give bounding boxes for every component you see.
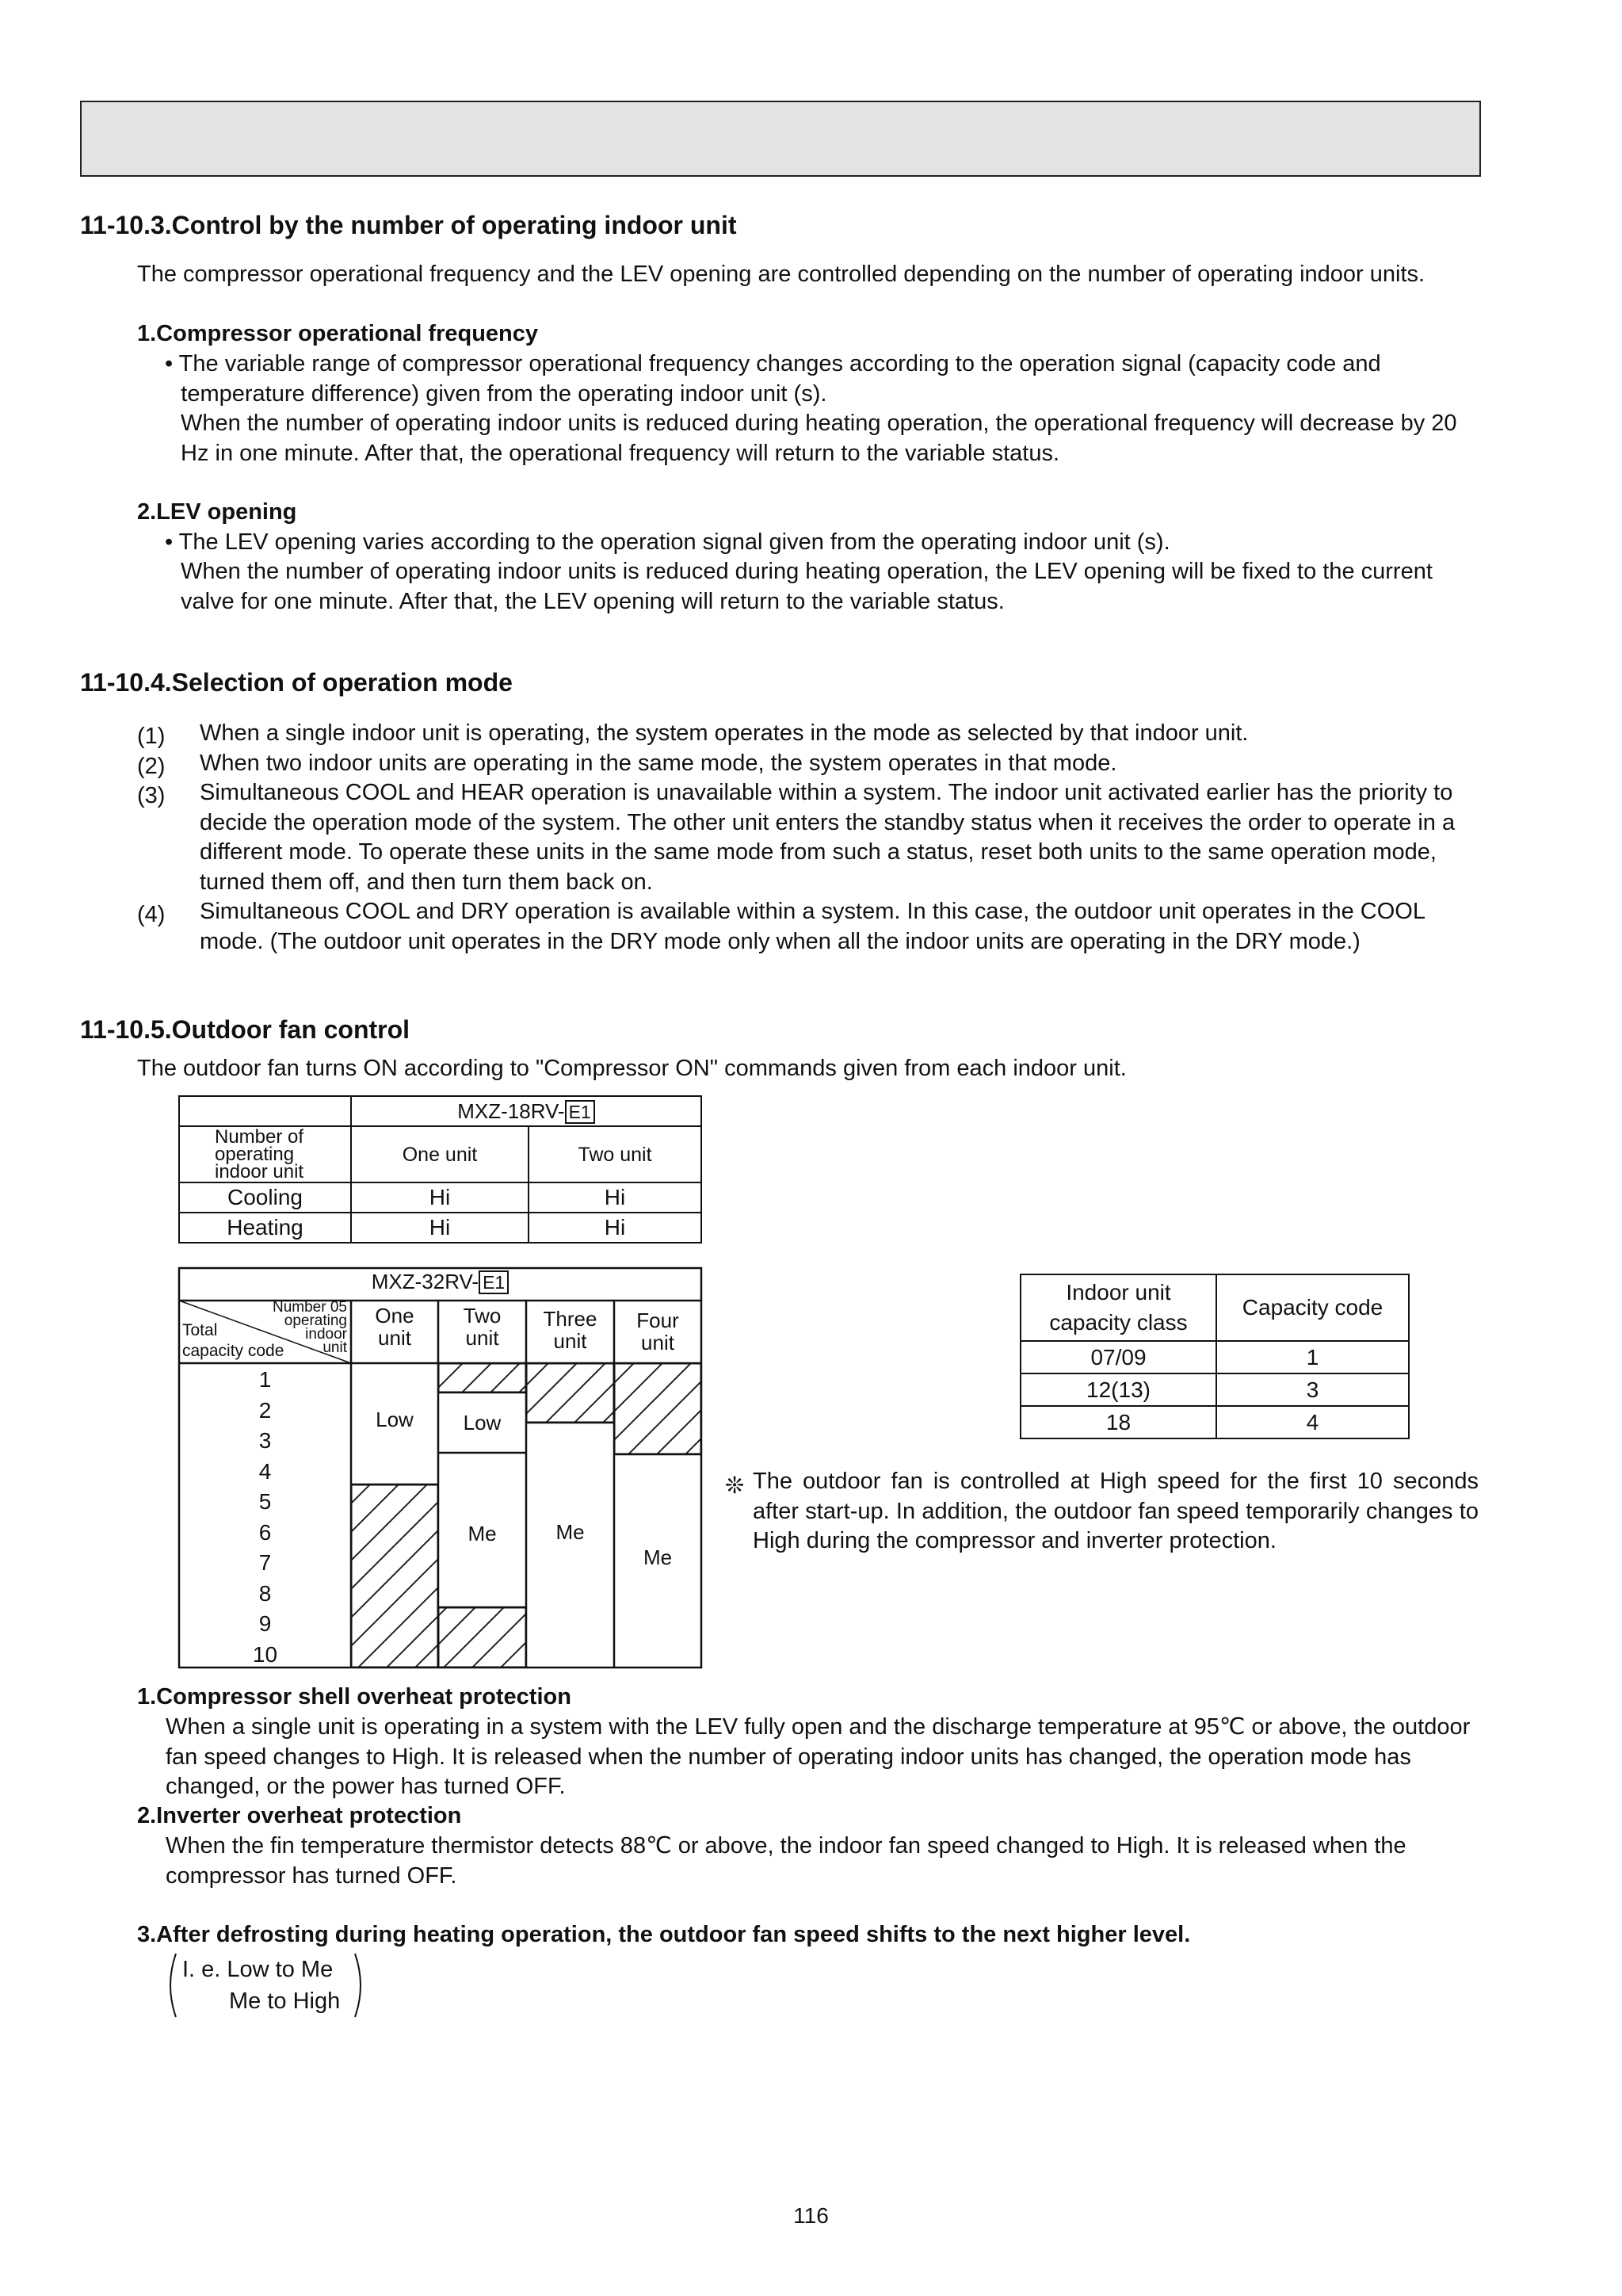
diag-header-left: Total — [182, 1321, 218, 1339]
p1-title: 1.Compressor shell overheat protection — [137, 1684, 571, 1710]
cell-low: Low — [463, 1411, 502, 1435]
diag-text: Number 05 — [273, 1299, 347, 1316]
col-header-capacity-class: Indoor unit capacity class — [1021, 1274, 1216, 1341]
section-heading-11-10-4: 11-10.4.Selection of operation mode — [80, 668, 513, 697]
cell-me: Me — [555, 1520, 585, 1544]
s1-sub2-title: 2.LEV opening — [137, 499, 297, 525]
p2-title: 2.Inverter overheat protection — [137, 1803, 462, 1828]
p2-text: When the fin temperature thermistor detects 88℃ or above, the indoor fan speed changed to High. It is released when the compressor has turned OFF. — [166, 1833, 1406, 1889]
list-item: Simultaneous COOL and DRY operation is available within a system. In this case, the outdoor unit operates in the COOL mode. (The outdoor unit operates in the DRY mode only when all the indoor units are operating in the DRY mode.) — [200, 899, 1425, 954]
model-suffix-box: E1 — [565, 1100, 595, 1124]
p1-text: When a single unit is operating in a system with the LEV fully open and the discharge temperature at 95℃ or above, the outdoor fan speed changes to High. It is released when the number of operating indoor units has changed, the operation mode has changed, or the power has turned OFF. — [166, 1714, 1471, 1799]
diag-text: unit — [322, 1339, 347, 1356]
table2-model-cell — [179, 1270, 701, 1294]
col-header-capacity-code: Capacity code — [1216, 1274, 1409, 1341]
capacity-code-cell: 1 — [258, 1367, 272, 1392]
row-header-cell: Number of operating indoor unit — [179, 1126, 351, 1182]
cell-low: Low — [376, 1408, 414, 1431]
capacity-code-table — [1020, 1274, 1410, 1439]
diag-text: operating — [284, 1312, 347, 1329]
fan-note: The outdoor fan is controlled at High speed for the first 10 seconds after start-up. In addition, the outdoor fan speed temporarily changes to High during the compressor and inverter protection. — [753, 1469, 1479, 1553]
table-cell: Hi — [529, 1182, 701, 1213]
col-header-cell: Two unit — [529, 1126, 701, 1182]
table-cell: Hi — [351, 1213, 529, 1243]
page-number: 116 — [793, 2203, 829, 2228]
col-header-four: Four unit — [636, 1308, 679, 1354]
list-item-number: (4) — [137, 902, 166, 927]
list-item-number: (3) — [137, 783, 166, 808]
list-item: Simultaneous COOL and HEAR operation is unavailable within a system. The indoor unit activated earlier has the priority to decide the operation mode of the system. The other unit enters the standby status when it receives the order to operate in a different mode. To operate these units in the same mode from such a status, reset both units to the same operation mode, turned them off, and then turn them back on. — [200, 780, 1456, 895]
model-name: MXZ-18RV- — [457, 1098, 565, 1123]
col-header-two: Two unit — [463, 1304, 502, 1350]
table-cell: 1 — [1216, 1341, 1409, 1373]
s1-intro: The compressor operational frequency and the LEV opening are controlled depending on the number of operating indoor units. — [137, 262, 1425, 287]
list-item-number: (2) — [137, 754, 166, 779]
table-cell: Hi — [351, 1182, 529, 1213]
diag-header-left: capacity code — [182, 1342, 284, 1360]
section-heading-11-10-5: 11-10.5.Outdoor fan control — [80, 1015, 410, 1044]
capacity-code-cell: 2 — [258, 1397, 272, 1423]
cell-me: Me — [468, 1522, 497, 1545]
table-cell: Heating — [179, 1213, 351, 1243]
s1-sub1-title: 1.Compressor operational frequency — [137, 321, 539, 346]
model-suffix-box: E1 — [479, 1270, 509, 1294]
s1-sub1-p2: When the number of operating indoor units is reduced during heating operation, the operational frequency will decrease by 20 Hz in one minute. After that, the operational frequency will return to the variable status. — [181, 411, 1457, 466]
capacity-code-cell: 8 — [258, 1580, 272, 1606]
model-name: MXZ-32RV- — [371, 1270, 479, 1293]
p3-title: 3.After defrosting during heating operation, the outdoor fan speed shifts to the next higher level. — [137, 1922, 1191, 1947]
capacity-code-cell: 7 — [258, 1550, 272, 1575]
section-heading-11-10-3: 11-10.3.Control by the number of operating indoor unit — [80, 211, 737, 239]
col-header-three: Three unit — [543, 1307, 597, 1353]
note-mark-icon: ❊ — [725, 1473, 745, 1499]
s1-sub2-p1: • The LEV opening varies according to the operation signal given from the operating indoor unit (s). — [165, 529, 1170, 555]
list-item: When two indoor units are operating in the same mode, the system operates in that mode. — [200, 751, 1117, 776]
table-cell: 12(13) — [1021, 1373, 1216, 1406]
capacity-code-cell: 5 — [258, 1489, 272, 1514]
s3-intro: The outdoor fan turns ON according to "Compressor ON" commands given from each indoor unit. — [137, 1056, 1127, 1081]
table-cell: Cooling — [179, 1182, 351, 1213]
col-header-one: One unit — [375, 1304, 414, 1350]
table-cell: 18 — [1021, 1406, 1216, 1438]
diag-text: indoor — [305, 1326, 347, 1343]
table-cell: 3 — [1216, 1373, 1409, 1406]
table-cell: 4 — [1216, 1406, 1409, 1438]
capacity-code-cell: 6 — [258, 1519, 272, 1545]
col-header-cell: One unit — [351, 1126, 529, 1182]
capacity-code-column — [179, 1365, 351, 1670]
table-cell: 07/09 — [1021, 1341, 1216, 1373]
capacity-code-cell: 4 — [258, 1458, 272, 1484]
capacity-code-cell: 3 — [258, 1428, 272, 1453]
list-item: When a single indoor unit is operating, the system operates in the mode as selected by that indoor unit. — [200, 720, 1249, 746]
p3-line1: I. e. Low to Me — [182, 1957, 334, 1982]
p3-line2: Me to High — [229, 1988, 341, 2014]
table-cell: Hi — [529, 1213, 701, 1243]
s1-sub2-p2: When the number of operating indoor units is reduced during heating operation, the LEV opening will be fixed to the current valve for one minute. After that, the LEV opening will return to the variable status. — [181, 559, 1433, 614]
capacity-code-cell: 10 — [252, 1641, 278, 1667]
capacity-code-cell: 9 — [258, 1611, 272, 1636]
cell-me: Me — [643, 1545, 673, 1569]
s1-sub1-p1: • The variable range of compressor operational frequency changes according to the operation signal (capacity code and temperature difference) given from the operating indoor unit (s). — [165, 351, 1381, 407]
list-item-number: (1) — [137, 724, 166, 749]
